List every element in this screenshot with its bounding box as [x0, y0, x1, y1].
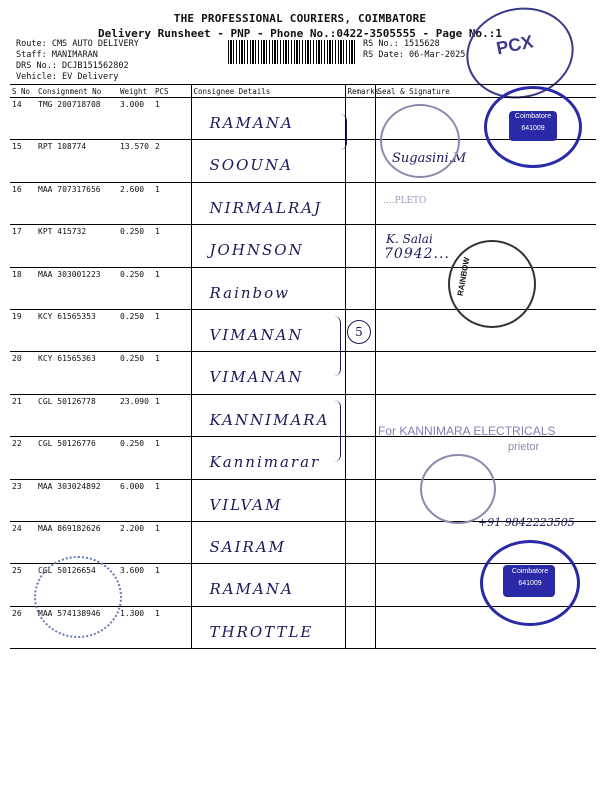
row-consignment-no: CGL 50126654	[36, 564, 118, 606]
row-consignment-no: MAA 303024892	[36, 479, 118, 521]
row-sno: 17	[10, 225, 36, 267]
row-pcs: 1	[153, 98, 191, 140]
row-sno: 18	[10, 267, 36, 309]
row-consignee	[191, 182, 345, 224]
medical-stamp-pin-2: 641009	[518, 580, 542, 587]
row-sno: 14	[10, 98, 36, 140]
rainbow-stamp-text: RAINBOW	[455, 256, 472, 297]
row-consignee	[191, 98, 345, 140]
row-weight: 6.000	[118, 479, 153, 521]
meta-right	[363, 39, 465, 61]
pcx-stamp-text: PCX	[494, 31, 535, 59]
consignee-handwritten-name: SOOUNA	[209, 156, 293, 175]
row-sno: 16	[10, 182, 36, 224]
row-consignee	[191, 606, 345, 648]
row-pcs: 1	[153, 521, 191, 563]
row-consignee	[191, 479, 345, 521]
row-weight: 23.090	[118, 394, 153, 436]
row-weight: 2.600	[118, 182, 153, 224]
meta-left	[16, 39, 139, 83]
consignee-handwritten-name: Kannimarar	[209, 453, 321, 472]
row-consignee	[191, 225, 345, 267]
row16-faded-text: ....PLETO	[383, 196, 427, 206]
row-remarks	[345, 521, 375, 563]
medical-stamp-bottom	[480, 540, 580, 626]
row-weight: 0.250	[118, 352, 153, 394]
row-pcs: 1	[153, 352, 191, 394]
drs-label: DRS No.: DCJB151562802	[16, 61, 129, 71]
signature-salai: K. Salai	[386, 232, 433, 246]
medical-stamp-city-2: Coimbatore	[511, 568, 549, 575]
row-consignee	[191, 140, 345, 182]
row-remarks	[345, 606, 375, 648]
faded-stamp-3	[34, 556, 122, 638]
col-remarks: Remarks	[345, 85, 375, 98]
consignee-handwritten-name: JOHNSON	[209, 241, 304, 260]
row-remarks	[345, 479, 375, 521]
row-remarks	[345, 140, 375, 182]
row-consignee	[191, 521, 345, 563]
row-consignee	[191, 437, 345, 479]
rs-no-label: RS No.: 1515628	[363, 39, 440, 49]
row-consignment-no: TMG 200718708	[36, 98, 118, 140]
remark-circle: 5	[347, 320, 371, 344]
row-sno: 22	[10, 437, 36, 479]
row-remarks	[345, 564, 375, 606]
proprietor-text: prietor	[508, 441, 540, 453]
row-consignee	[191, 394, 345, 436]
row-consignment-no: KCY 61565353	[36, 309, 118, 351]
row-sno: 23	[10, 479, 36, 521]
row-consignment-no: MAA 303001223	[36, 267, 118, 309]
row-sno: 15	[10, 140, 36, 182]
row-pcs: 1	[153, 437, 191, 479]
signature-phone-row17: 70942...	[384, 246, 450, 262]
consignee-handwritten-name: THROTTLE	[209, 622, 314, 641]
row-remarks	[345, 225, 375, 267]
row-remarks	[345, 437, 375, 479]
row-weight: 0.250	[118, 309, 153, 351]
consignee-handwritten-name: NIRMALRAJ	[209, 198, 323, 217]
document-title: THE PROFESSIONAL COURIERS, COIMBATORE	[173, 12, 427, 25]
row-pcs: 1	[153, 606, 191, 648]
signature-sugasini: Sugasini.M	[392, 151, 467, 166]
row-consignee	[191, 352, 345, 394]
route-label: Route: CMS AUTO DELIVERY	[16, 39, 139, 49]
row-sno: 25	[10, 564, 36, 606]
row-consignment-no: KCY 61565363	[36, 352, 118, 394]
medical-stamp-top	[484, 86, 582, 168]
signature-phone-row24: +91 9842223505	[478, 516, 575, 529]
row-weight: 0.250	[118, 437, 153, 479]
rs-date-label: RS Date: 06-Mar-2025	[363, 50, 466, 60]
row-sno: 26	[10, 606, 36, 648]
row-consignment-no: CGL 50126778	[36, 394, 118, 436]
row-pcs: 1	[153, 394, 191, 436]
row-consignment-no: MAA 574138946	[36, 606, 118, 648]
row-weight: 3.600	[118, 564, 153, 606]
col-pcs: PCS	[153, 85, 191, 98]
kannimara-seal-text: For KANNIMARA ELECTRICALS	[378, 424, 556, 438]
remark-brace-1	[340, 114, 347, 150]
row-weight: 13.570	[118, 140, 153, 182]
row-remarks	[345, 182, 375, 224]
row-consignment-no: MAA 869182626	[36, 521, 118, 563]
table-row	[10, 352, 596, 394]
row-sno: 19	[10, 309, 36, 351]
row-pcs: 1	[153, 309, 191, 351]
row-pcs: 2	[153, 140, 191, 182]
row-seal	[375, 352, 596, 394]
row-consignment-no: RPT 108774	[36, 140, 118, 182]
row-consignment-no: CGL 50126776	[36, 437, 118, 479]
remark-brace-3	[334, 400, 341, 462]
vehicle-label: Vehicle: EV Delivery	[16, 72, 119, 82]
row-remarks	[345, 98, 375, 140]
faded-stamp-2	[420, 454, 496, 524]
row-pcs: 1	[153, 479, 191, 521]
row-remarks	[345, 352, 375, 394]
row-remarks	[345, 267, 375, 309]
consignee-handwritten-name: VILVAM	[209, 495, 283, 514]
row-weight: 3.000	[118, 98, 153, 140]
consignee-handwritten-name: SAIRAM	[209, 537, 287, 556]
document-subtitle: Delivery Runsheet - PNP - Phone No.:0422-3505555 - Page No.:1	[98, 27, 502, 40]
row-consignee	[191, 564, 345, 606]
medical-stamp-pin: 641009	[521, 125, 545, 132]
row-pcs: 1	[153, 182, 191, 224]
row-consignment-no: KPT 415732	[36, 225, 118, 267]
col-weight: Weight	[118, 85, 153, 98]
medical-stamp-city: Coimbatore	[514, 113, 552, 120]
row-pcs: 1	[153, 267, 191, 309]
table-row	[10, 182, 596, 224]
consignee-handwritten-name: Rainbow	[209, 283, 291, 302]
row-consignment-no: MAA 707317656	[36, 182, 118, 224]
row-sno: 24	[10, 521, 36, 563]
col-consignment: Consignment No	[36, 85, 118, 98]
consignee-handwritten-name: RAMANA	[209, 114, 294, 132]
col-consignee: Consignee Details	[191, 85, 345, 98]
row-consignee	[191, 309, 345, 351]
barcode	[228, 40, 356, 64]
row-weight: 2.200	[118, 521, 153, 563]
rainbow-stamp	[448, 240, 536, 328]
row-weight: 1.300	[118, 606, 153, 648]
row-weight: 0.250	[118, 267, 153, 309]
row-pcs: 1	[153, 564, 191, 606]
col-seal: Seal & Signature	[375, 85, 596, 98]
row-sno: 21	[10, 394, 36, 436]
row-consignee	[191, 267, 345, 309]
consignee-handwritten-name: VIMANAN	[209, 368, 304, 387]
row-sno: 20	[10, 352, 36, 394]
faded-stamp-1	[380, 104, 460, 178]
consignee-handwritten-name: VIMANAN	[209, 325, 304, 344]
row-weight: 0.250	[118, 225, 153, 267]
staff-label: Staff: MANIMARAN	[16, 50, 98, 60]
col-sno: S No	[10, 85, 36, 98]
consignee-handwritten-name: KANNIMARA	[209, 410, 330, 429]
consignee-handwritten-name: RAMANA	[209, 580, 294, 599]
remark-brace-2	[334, 316, 341, 376]
row-pcs: 1	[153, 225, 191, 267]
row-remarks	[345, 394, 375, 436]
